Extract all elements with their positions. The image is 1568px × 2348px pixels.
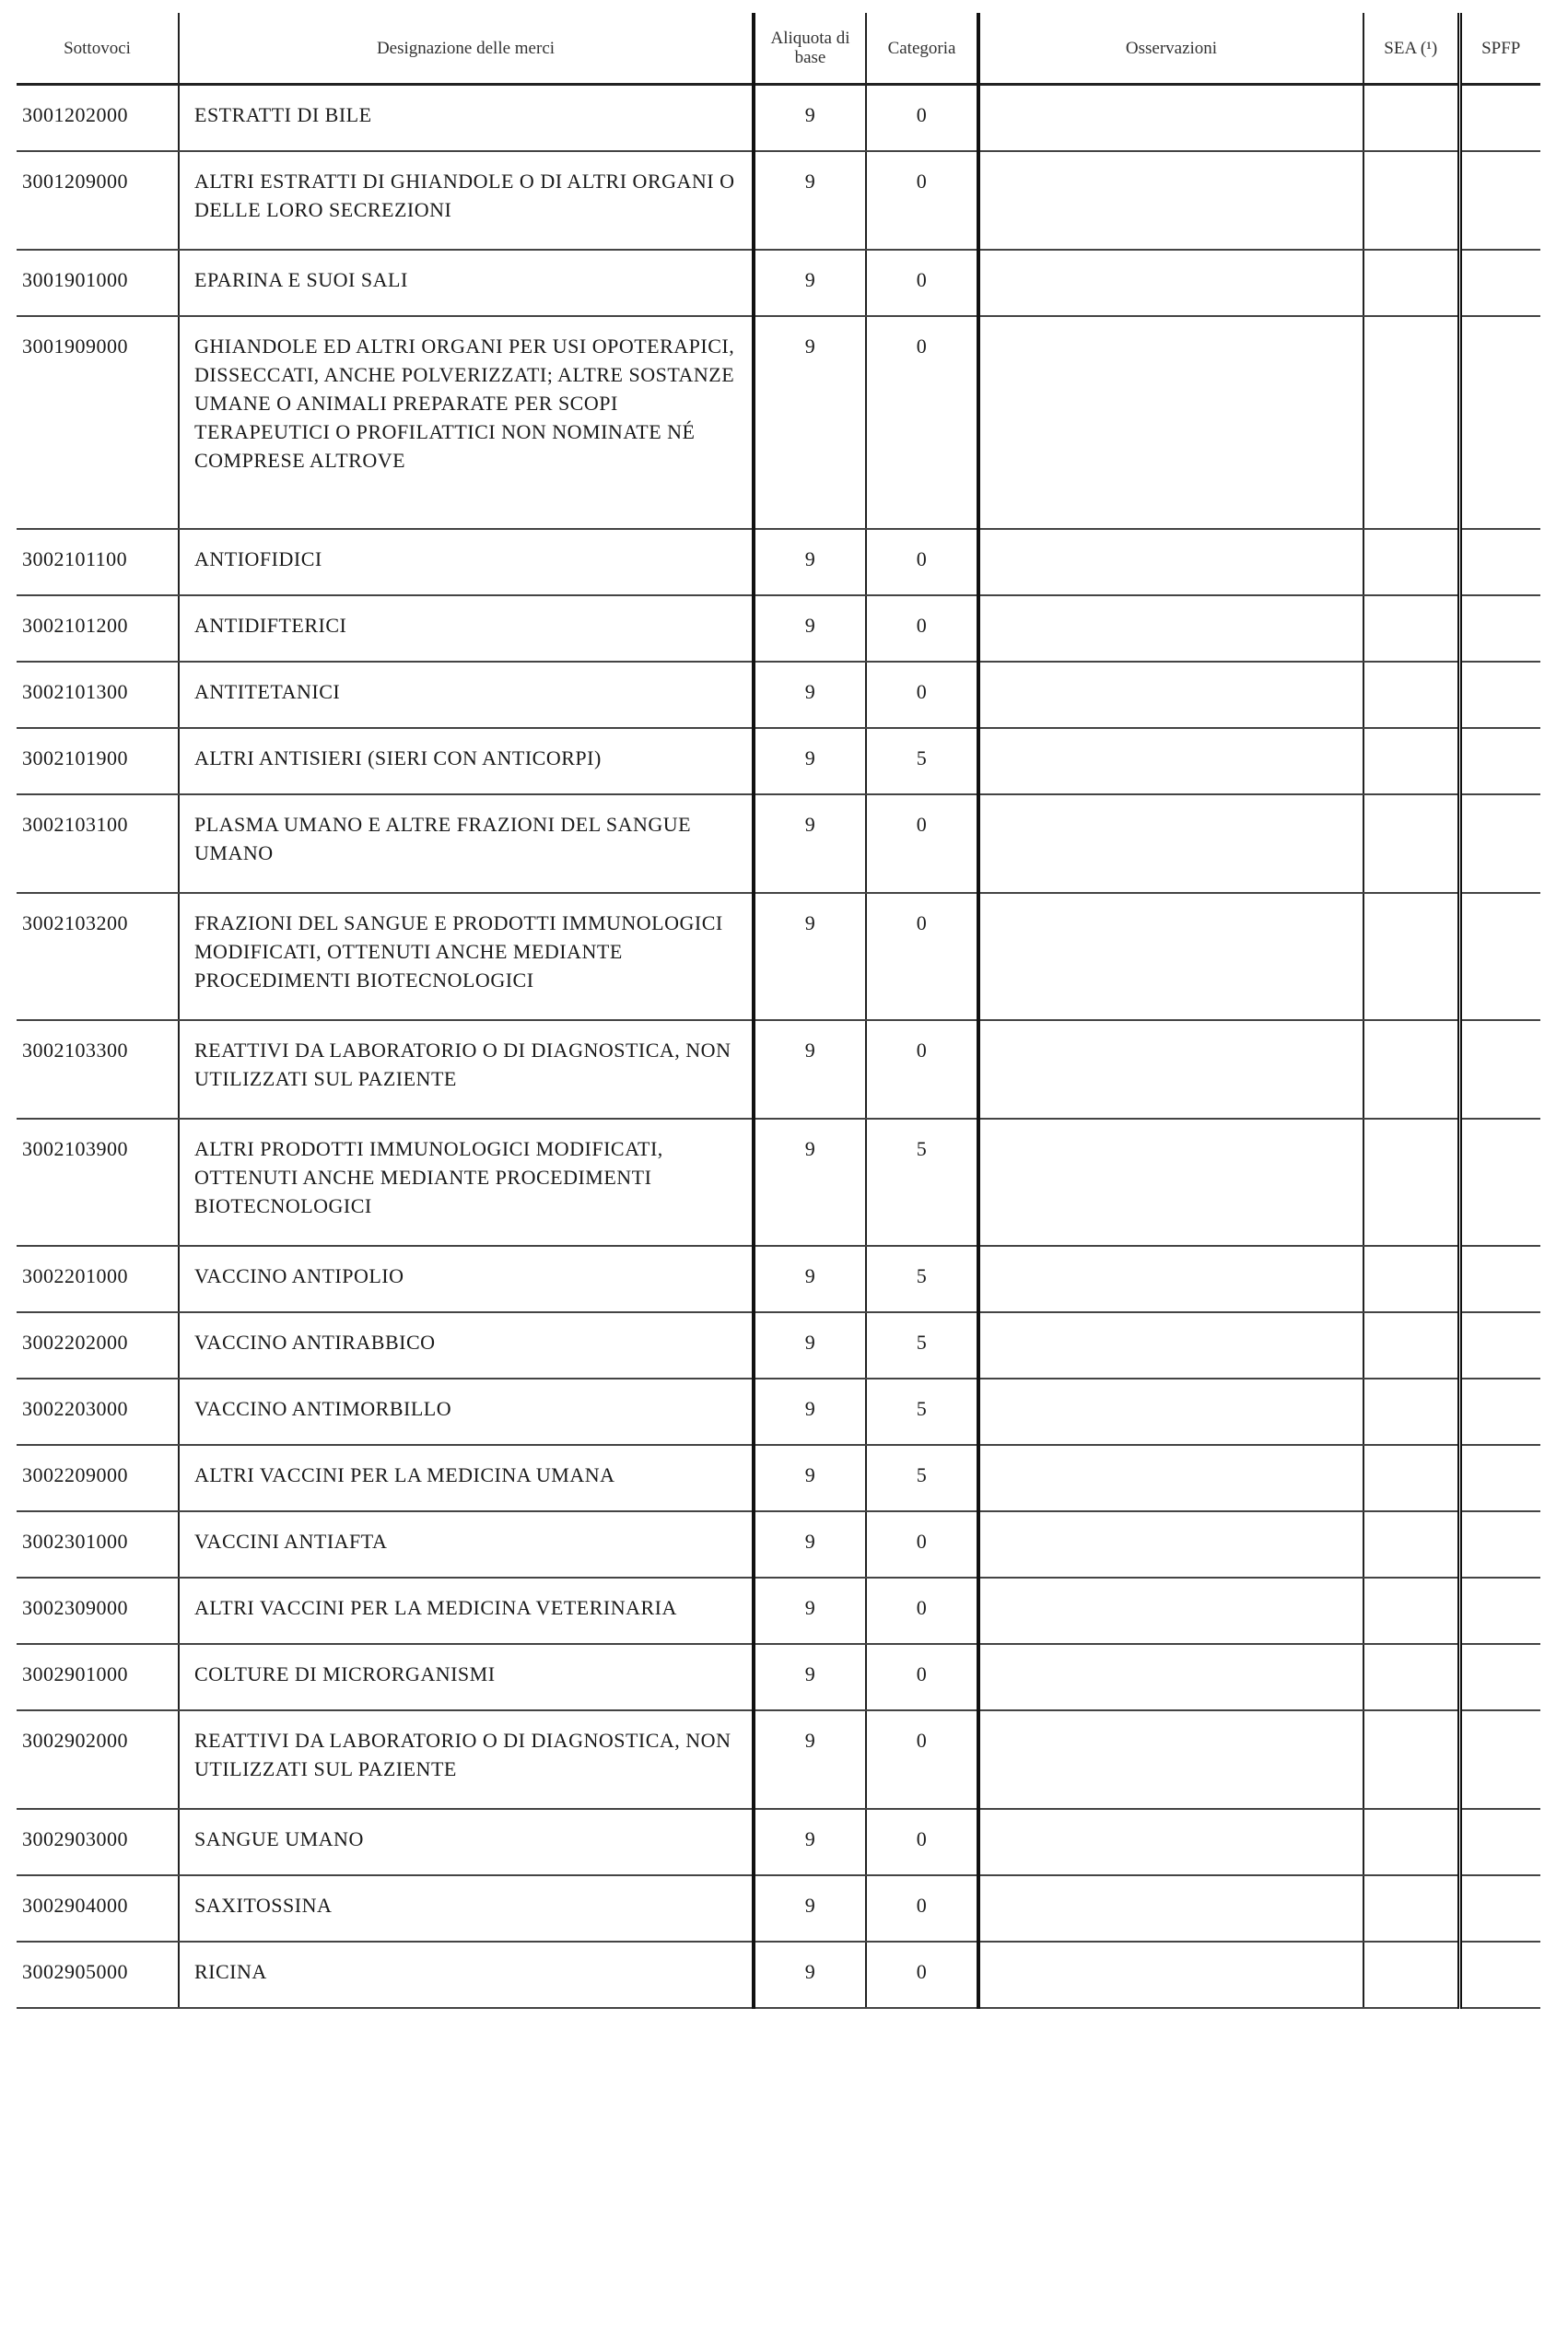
row-sea <box>1363 662 1459 728</box>
table-row <box>17 1445 1540 1511</box>
row-description: ANTITETANICI <box>179 662 754 728</box>
row-base-rate: 9 <box>754 529 866 595</box>
table-row <box>17 85 1540 152</box>
row-code: 3002309000 <box>17 1578 179 1644</box>
row-code: 3002201000 <box>17 1246 179 1312</box>
row-remarks <box>978 1511 1363 1578</box>
row-spfp <box>1459 893 1540 1020</box>
row-base-rate: 9 <box>754 250 866 316</box>
row-spfp <box>1459 1312 1540 1379</box>
header-spfp: SPFP <box>1459 13 1540 85</box>
row-spfp <box>1459 1809 1540 1875</box>
row-base-rate: 9 <box>754 794 866 893</box>
table-row <box>17 250 1540 316</box>
row-sea <box>1363 893 1459 1020</box>
row-remarks <box>978 316 1363 529</box>
row-base-rate: 9 <box>754 662 866 728</box>
row-sea <box>1363 1020 1459 1119</box>
table-row <box>17 1020 1540 1119</box>
row-description: VACCINO ANTIRABBICO <box>179 1312 754 1379</box>
row-description: VACCINO ANTIMORBILLO <box>179 1379 754 1445</box>
row-code: 3002905000 <box>17 1942 179 2008</box>
row-spfp <box>1459 1511 1540 1578</box>
row-category: 0 <box>866 85 978 152</box>
row-base-rate: 9 <box>754 1710 866 1809</box>
row-code: 3002901000 <box>17 1644 179 1710</box>
row-sea <box>1363 1379 1459 1445</box>
row-base-rate: 9 <box>754 85 866 152</box>
row-category: 0 <box>866 893 978 1020</box>
row-sea <box>1363 794 1459 893</box>
table-row <box>17 316 1540 529</box>
row-sea <box>1363 316 1459 529</box>
row-category: 5 <box>866 1312 978 1379</box>
row-remarks <box>978 728 1363 794</box>
row-base-rate: 9 <box>754 1644 866 1710</box>
row-remarks <box>978 1875 1363 1942</box>
row-base-rate: 9 <box>754 1942 866 2008</box>
table-row <box>17 1312 1540 1379</box>
row-spfp <box>1459 85 1540 152</box>
table-row <box>17 1809 1540 1875</box>
tariff-table <box>17 13 1540 2009</box>
row-base-rate: 9 <box>754 893 866 1020</box>
row-description: VACCINO ANTIPOLIO <box>179 1246 754 1312</box>
row-base-rate: 9 <box>754 1578 866 1644</box>
row-description: ALTRI VACCINI PER LA MEDICINA VETERINARIA <box>179 1578 754 1644</box>
row-remarks <box>978 1578 1363 1644</box>
table-row <box>17 1119 1540 1246</box>
row-spfp <box>1459 728 1540 794</box>
row-category: 0 <box>866 1020 978 1119</box>
row-description: GHIANDOLE ED ALTRI ORGANI PER USI OPOTERAPICI, DISSECCATI, ANCHE POLVERIZZATI; ALTRE SOSTANZE UMANE O ANIMALI PREPARATE PER SCOPI TERAPEUTICI O PROFILATTICI NON NOMINATE NÉ COMPRESE ALTROVE <box>179 316 754 529</box>
row-description: REATTIVI DA LABORATORIO O DI DIAGNOSTICA, NON UTILIZZATI SUL PAZIENTE <box>179 1020 754 1119</box>
row-sea <box>1363 1312 1459 1379</box>
header-category: Categoria <box>866 13 978 85</box>
row-category: 5 <box>866 1445 978 1511</box>
row-code: 3002103100 <box>17 794 179 893</box>
row-spfp <box>1459 794 1540 893</box>
row-base-rate: 9 <box>754 151 866 250</box>
row-category: 0 <box>866 151 978 250</box>
row-code: 3002101900 <box>17 728 179 794</box>
row-code: 3002301000 <box>17 1511 179 1578</box>
row-code: 3002103200 <box>17 893 179 1020</box>
row-code: 3002203000 <box>17 1379 179 1445</box>
row-sea <box>1363 1578 1459 1644</box>
row-category: 0 <box>866 529 978 595</box>
row-description: RICINA <box>179 1942 754 2008</box>
row-code: 3002103900 <box>17 1119 179 1246</box>
row-base-rate: 9 <box>754 1246 866 1312</box>
row-remarks <box>978 1710 1363 1809</box>
row-description: EPARINA E SUOI SALI <box>179 250 754 316</box>
row-base-rate: 9 <box>754 1511 866 1578</box>
row-category: 5 <box>866 1119 978 1246</box>
row-description: ESTRATTI DI BILE <box>179 85 754 152</box>
row-sea <box>1363 1511 1459 1578</box>
row-description: SAXITOSSINA <box>179 1875 754 1942</box>
row-description: VACCINI ANTIAFTA <box>179 1511 754 1578</box>
row-spfp <box>1459 151 1540 250</box>
row-description: SANGUE UMANO <box>179 1809 754 1875</box>
row-sea <box>1363 595 1459 662</box>
row-base-rate: 9 <box>754 595 866 662</box>
row-code: 3001909000 <box>17 316 179 529</box>
row-category: 0 <box>866 250 978 316</box>
row-description: FRAZIONI DEL SANGUE E PRODOTTI IMMUNOLOGICI MODIFICATI, OTTENUTI ANCHE MEDIANTE PROCEDIMENTI BIOTECNOLOGICI <box>179 893 754 1020</box>
row-code: 3002903000 <box>17 1809 179 1875</box>
table-row <box>17 1246 1540 1312</box>
row-category: 0 <box>866 794 978 893</box>
table-row <box>17 1644 1540 1710</box>
row-remarks <box>978 1379 1363 1445</box>
row-category: 5 <box>866 728 978 794</box>
row-code: 3002202000 <box>17 1312 179 1379</box>
row-category: 0 <box>866 1511 978 1578</box>
row-description: ANTIDIFTERICI <box>179 595 754 662</box>
row-remarks <box>978 85 1363 152</box>
row-category: 0 <box>866 1578 978 1644</box>
header-code: Sottovoci <box>17 13 179 85</box>
row-code: 3002101200 <box>17 595 179 662</box>
row-spfp <box>1459 1578 1540 1644</box>
row-spfp <box>1459 1942 1540 2008</box>
row-remarks <box>978 1119 1363 1246</box>
row-code: 3002101100 <box>17 529 179 595</box>
row-code: 3002103300 <box>17 1020 179 1119</box>
row-remarks <box>978 250 1363 316</box>
row-remarks <box>978 529 1363 595</box>
row-code: 3002904000 <box>17 1875 179 1942</box>
row-category: 0 <box>866 316 978 529</box>
table-row <box>17 728 1540 794</box>
row-spfp <box>1459 1379 1540 1445</box>
row-base-rate: 9 <box>754 1312 866 1379</box>
header-sea: SEA (¹) <box>1363 13 1459 85</box>
table-row <box>17 1942 1540 2008</box>
row-spfp <box>1459 595 1540 662</box>
row-category: 5 <box>866 1379 978 1445</box>
row-remarks <box>978 893 1363 1020</box>
row-sea <box>1363 1445 1459 1511</box>
table-row <box>17 1875 1540 1942</box>
row-category: 0 <box>866 1942 978 2008</box>
row-remarks <box>978 151 1363 250</box>
row-base-rate: 9 <box>754 1379 866 1445</box>
row-spfp <box>1459 1119 1540 1246</box>
row-remarks <box>978 662 1363 728</box>
row-spfp <box>1459 316 1540 529</box>
row-code: 3002101300 <box>17 662 179 728</box>
row-sea <box>1363 1710 1459 1809</box>
table-row <box>17 529 1540 595</box>
row-description: ALTRI VACCINI PER LA MEDICINA UMANA <box>179 1445 754 1511</box>
row-description: ALTRI PRODOTTI IMMUNOLOGICI MODIFICATI, OTTENUTI ANCHE MEDIANTE PROCEDIMENTI BIOTECNOLOGICI <box>179 1119 754 1246</box>
row-spfp <box>1459 1875 1540 1942</box>
row-base-rate: 9 <box>754 728 866 794</box>
row-category: 0 <box>866 1710 978 1809</box>
row-base-rate: 9 <box>754 1875 866 1942</box>
row-sea <box>1363 1119 1459 1246</box>
row-spfp <box>1459 1246 1540 1312</box>
row-category: 5 <box>866 1246 978 1312</box>
header-row <box>17 13 1540 85</box>
header-remarks: Osservazioni <box>978 13 1363 85</box>
row-remarks <box>978 1312 1363 1379</box>
row-spfp <box>1459 1644 1540 1710</box>
row-code: 3001209000 <box>17 151 179 250</box>
row-base-rate: 9 <box>754 1020 866 1119</box>
row-base-rate: 9 <box>754 1445 866 1511</box>
row-spfp <box>1459 1710 1540 1809</box>
row-sea <box>1363 1644 1459 1710</box>
table-row <box>17 662 1540 728</box>
row-description: COLTURE DI MICRORGANISMI <box>179 1644 754 1710</box>
row-spfp <box>1459 1020 1540 1119</box>
row-remarks <box>978 1809 1363 1875</box>
row-category: 0 <box>866 662 978 728</box>
row-description: ALTRI ANTISIERI (SIERI CON ANTICORPI) <box>179 728 754 794</box>
row-spfp <box>1459 250 1540 316</box>
table-row <box>17 1511 1540 1578</box>
table-row <box>17 794 1540 893</box>
row-remarks <box>978 1644 1363 1710</box>
row-category: 0 <box>866 1644 978 1710</box>
table-row <box>17 1578 1540 1644</box>
row-category: 0 <box>866 595 978 662</box>
row-code: 3002209000 <box>17 1445 179 1511</box>
row-sea <box>1363 1809 1459 1875</box>
row-category: 0 <box>866 1875 978 1942</box>
row-description: ANTIOFIDICI <box>179 529 754 595</box>
row-sea <box>1363 529 1459 595</box>
row-spfp <box>1459 1445 1540 1511</box>
row-remarks <box>978 1942 1363 2008</box>
row-description: PLASMA UMANO E ALTRE FRAZIONI DEL SANGUE UMANO <box>179 794 754 893</box>
row-spfp <box>1459 662 1540 728</box>
row-description: REATTIVI DA LABORATORIO O DI DIAGNOSTICA, NON UTILIZZATI SUL PAZIENTE <box>179 1710 754 1809</box>
row-sea <box>1363 728 1459 794</box>
row-sea <box>1363 1875 1459 1942</box>
row-sea <box>1363 85 1459 152</box>
row-sea <box>1363 250 1459 316</box>
table-row <box>17 893 1540 1020</box>
row-code: 3001901000 <box>17 250 179 316</box>
header-base-rate: Aliquota di base <box>754 13 866 85</box>
table-row <box>17 1710 1540 1809</box>
row-category: 0 <box>866 1809 978 1875</box>
row-description: ALTRI ESTRATTI DI GHIANDOLE O DI ALTRI ORGANI O DELLE LORO SECREZIONI <box>179 151 754 250</box>
row-sea <box>1363 151 1459 250</box>
row-code: 3002902000 <box>17 1710 179 1809</box>
row-base-rate: 9 <box>754 1809 866 1875</box>
table-row <box>17 151 1540 250</box>
row-remarks <box>978 595 1363 662</box>
row-sea <box>1363 1246 1459 1312</box>
row-base-rate: 9 <box>754 1119 866 1246</box>
row-remarks <box>978 1445 1363 1511</box>
header-description: Designazione delle merci <box>179 13 754 85</box>
row-base-rate: 9 <box>754 316 866 529</box>
row-sea <box>1363 1942 1459 2008</box>
row-remarks <box>978 794 1363 893</box>
row-remarks <box>978 1020 1363 1119</box>
table-body <box>17 85 1540 2009</box>
row-code: 3001202000 <box>17 85 179 152</box>
table-row <box>17 1379 1540 1445</box>
row-spfp <box>1459 529 1540 595</box>
row-remarks <box>978 1246 1363 1312</box>
table-row <box>17 595 1540 662</box>
